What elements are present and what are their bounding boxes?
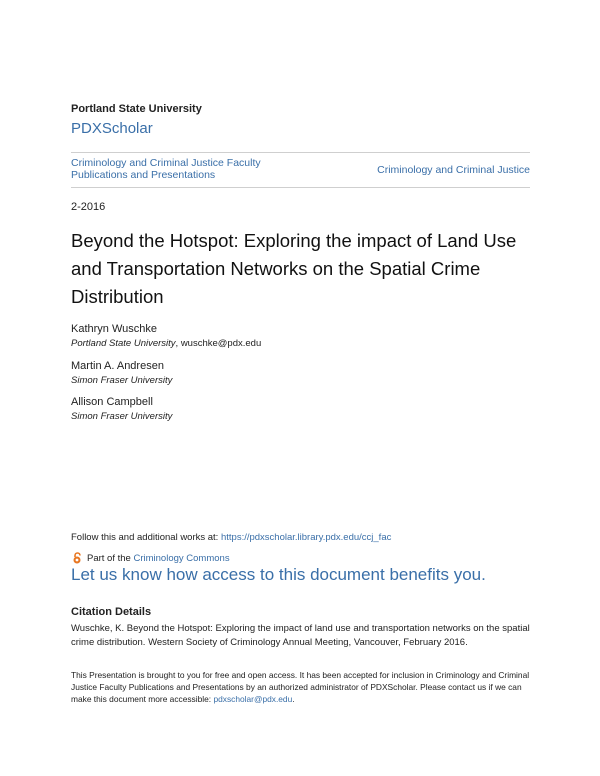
document-title: Beyond the Hotspot: Exploring the impact of Land Use and Transportation Networks on the Spatial Crime Distribution <box>71 230 517 307</box>
follow-text: Follow this and additional works at: <box>71 532 221 543</box>
author-name: Martin A. Andresen <box>71 360 164 372</box>
author-name: Allison Campbell <box>71 396 153 408</box>
publication-date: 2-2016 <box>71 201 106 213</box>
commons-link[interactable]: Criminology Commons <box>133 552 230 564</box>
part-of-line <box>71 552 230 564</box>
collection-link-faculty[interactable]: Criminology and Criminal Justice Faculty Publications and Presentations <box>71 157 261 181</box>
institution-name: Portland State University <box>71 103 202 115</box>
author-affiliation: Simon Fraser University <box>71 411 173 422</box>
access-notice-text: This Presentation is brought to you for free and open access. It has been accepted for inclusion in Criminology and Criminal Justice Faculty Publications and Presentations by an authorized administrator of PDXScholar. Please contact us if we can make this document more accessible: <box>71 670 530 704</box>
access-notice <box>71 669 533 705</box>
divider <box>71 187 530 188</box>
repository-link[interactable]: PDXScholar <box>71 120 153 137</box>
access-notice-end: . <box>292 694 295 704</box>
divider <box>71 152 530 153</box>
open-access-icon <box>71 552 83 564</box>
citation-heading: Citation Details <box>71 606 152 618</box>
author-affiliation: Simon Fraser University <box>71 375 173 386</box>
collection-link-department[interactable]: Criminology and Criminal Justice <box>377 164 530 176</box>
author-affiliation <box>71 338 261 349</box>
feedback-link[interactable]: Let us know how access to this document benefits you. <box>71 565 486 584</box>
citation-text: Wuschke, K. Beyond the Hotspot: Exploring the impact of land use and transportation networks on the spatial crime distribution. Western Society of Criminology Annual Meeting, Vancouver, February 2016. <box>71 623 530 648</box>
contact-email-link[interactable]: pdxscholar@pdx.edu <box>213 694 293 704</box>
affiliation-text: Portland State University <box>71 338 176 349</box>
author-email[interactable]: , wuschke@pdx.edu <box>175 338 262 349</box>
follow-line <box>71 532 391 543</box>
part-of-text: Part of the <box>87 552 131 564</box>
collection-url-link[interactable]: https://pdxscholar.library.pdx.edu/ccj_fac <box>220 532 392 543</box>
author-name: Kathryn Wuschke <box>71 323 158 335</box>
